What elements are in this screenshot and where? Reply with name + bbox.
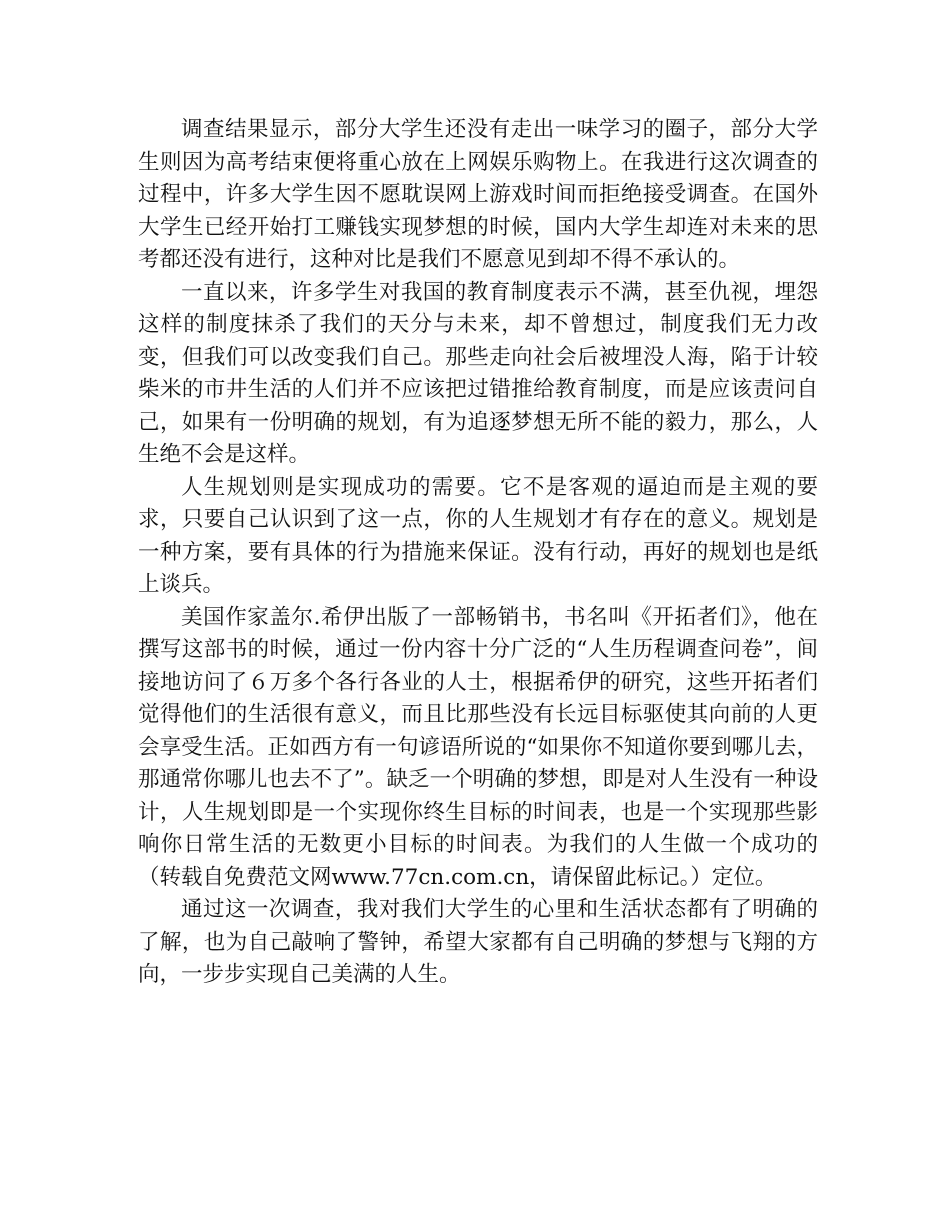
- document-body: [138, 114, 818, 992]
- paragraph-survey-results: 调查结果显示，部分大学生还没有走出一味学习的圈子，部分大学生则因为高考结束便将重心放在上网娱乐购物上。在我进行这次调查的过程中，许多大学生因不愿耽误网上游戏时间而拒绝接受调查。在国外大学生已经开始打工赚钱实现梦想的时候，国内大学生却连对未来的思考都还没有进行，这种对比是我们不愿意见到却不得不承认的。: [138, 117, 818, 272]
- paragraph-life-planning: 人生规划则是实现成功的需要。它不是客观的逼迫而是主观的要求，只要自己认识到了这一点，你的人生规划才有存在的意义。规划是一种方案，要有具体的行为措施来保证。没有行动，再好的规划也是纸上谈兵。: [138, 474, 818, 597]
- paragraph-pathfinders: 美国作家盖尔.希伊出版了一部畅销书，书名叫《开拓者们》，他在撰写这部书的时候，通过一份内容十分广泛的“人生历程调查问卷”，间接地访问了６万多个各行各业的人士，根据希伊的研究，这些开拓者们觉得他们的生活很有意义，而且比那些没有长远目标驱使其向前的人更会享受生活。正如西方有一句谚语所说的“如果你不知道你要到哪儿去，那通常你哪儿也去不了”。缺乏一个明确的梦想，即是对人生没有一种设计，人生规划即是一个实现你终生目标的时间表，也是一个实现那些影响你日常生活的无数更小目标的时间表。为我们的人生做一个成功的（转载自免费范文网www.77cn.com.cn，请保留此标记。）定位。: [138, 604, 818, 890]
- paragraph-education-system: 一直以来，许多学生对我国的教育制度表示不满，甚至仇视，埋怨这样的制度抹杀了我们的天分与未来，却不曾想过，制度我们无力改变，但我们可以改变我们自己。那些走向社会后被埋没人海，陷于计较柴米的市井生活的人们并不应该把过错推给教育制度，而是应该责问自己，如果有一份明确的规划，有为追逐梦想无所不能的毅力，那么，人生绝不会是这样。: [138, 279, 818, 467]
- paragraph-conclusion: 通过这一次调查，我对我们大学生的心里和生活状态都有了明确的了解，也为自己敲响了警钟，希望大家都有自己明确的梦想与飞翔的方向，一步步实现自己美满的人生。: [138, 897, 818, 987]
